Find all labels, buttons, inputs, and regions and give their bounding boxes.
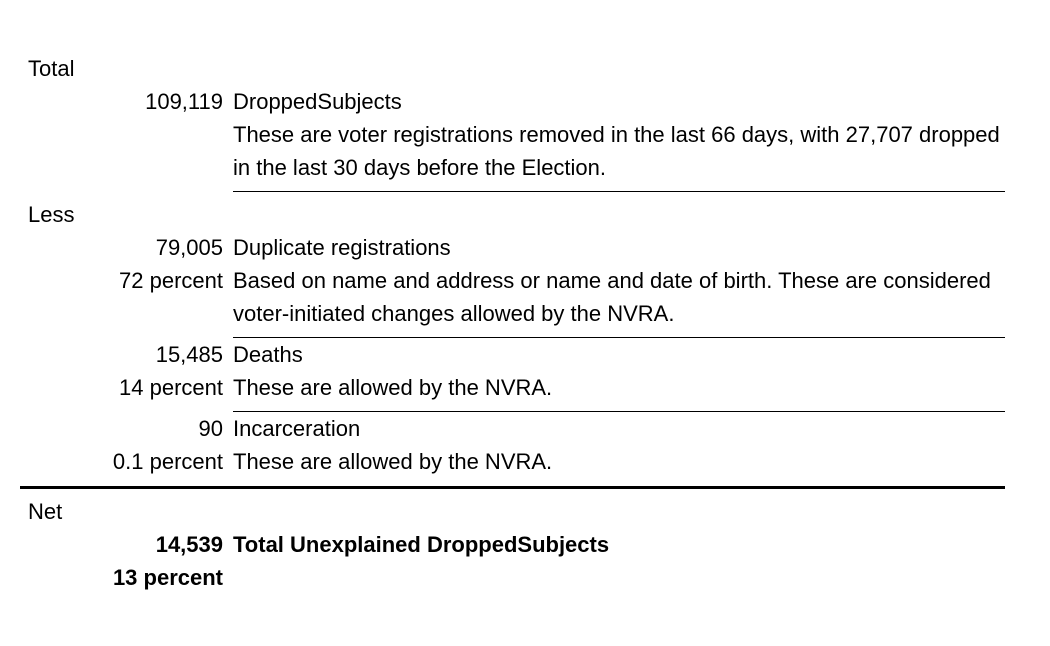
content-dropped-subjects <box>233 85 1005 192</box>
title-deaths: Deaths <box>233 342 303 367</box>
title-dropped-subjects: DroppedSubjects <box>233 89 402 114</box>
percent-duplicate-registrations: 72 percent <box>119 268 223 293</box>
value-incarceration: 90 <box>198 416 223 441</box>
title-total-unexplained: Total Unexplained DroppedSubjects <box>233 532 610 557</box>
content-incarceration <box>233 412 1005 486</box>
value-column <box>0 231 223 338</box>
section-label-net: Net <box>28 499 63 524</box>
row-duplicate-registrations <box>0 231 1005 338</box>
value-column <box>0 412 223 486</box>
content-total-unexplained <box>233 528 1005 594</box>
row-deaths <box>0 338 1005 412</box>
value-deaths: 15,485 <box>155 342 223 367</box>
row-dropped-subjects <box>0 85 1005 192</box>
value-column <box>0 85 223 192</box>
value-column <box>0 528 223 594</box>
value-column <box>0 338 223 412</box>
percent-incarceration: 0.1 percent <box>112 449 223 474</box>
net-divider-rule <box>20 486 1005 489</box>
section-label-less: Less <box>28 202 75 227</box>
description-dropped-subjects: These are voter registrations removed in the last 66 days, with 27,707 dropped in the last 30 days before the Election. <box>233 122 1000 180</box>
title-incarceration: Incarceration <box>233 416 361 441</box>
value-duplicate-registrations: 79,005 <box>155 235 223 260</box>
row-incarceration <box>0 412 1005 486</box>
content-duplicate-registrations <box>233 231 1005 338</box>
title-duplicate-registrations: Duplicate registrations <box>233 235 451 260</box>
row-total-unexplained <box>0 528 1005 594</box>
percent-deaths: 14 percent <box>119 375 223 400</box>
value-total-unexplained: 14,539 <box>155 532 223 557</box>
description-duplicate-registrations: Based on name and address or name and date of birth. These are considered voter-initiated changes allowed by the NVRA. <box>233 268 991 326</box>
value-dropped-subjects: 109,119 <box>145 89 223 114</box>
percent-total-unexplained: 13 percent <box>112 565 223 590</box>
section-label-total: Total <box>28 56 75 81</box>
description-deaths: These are allowed by the NVRA. <box>233 375 553 400</box>
content-deaths <box>233 338 1005 412</box>
description-incarceration: These are allowed by the NVRA. <box>233 449 553 474</box>
